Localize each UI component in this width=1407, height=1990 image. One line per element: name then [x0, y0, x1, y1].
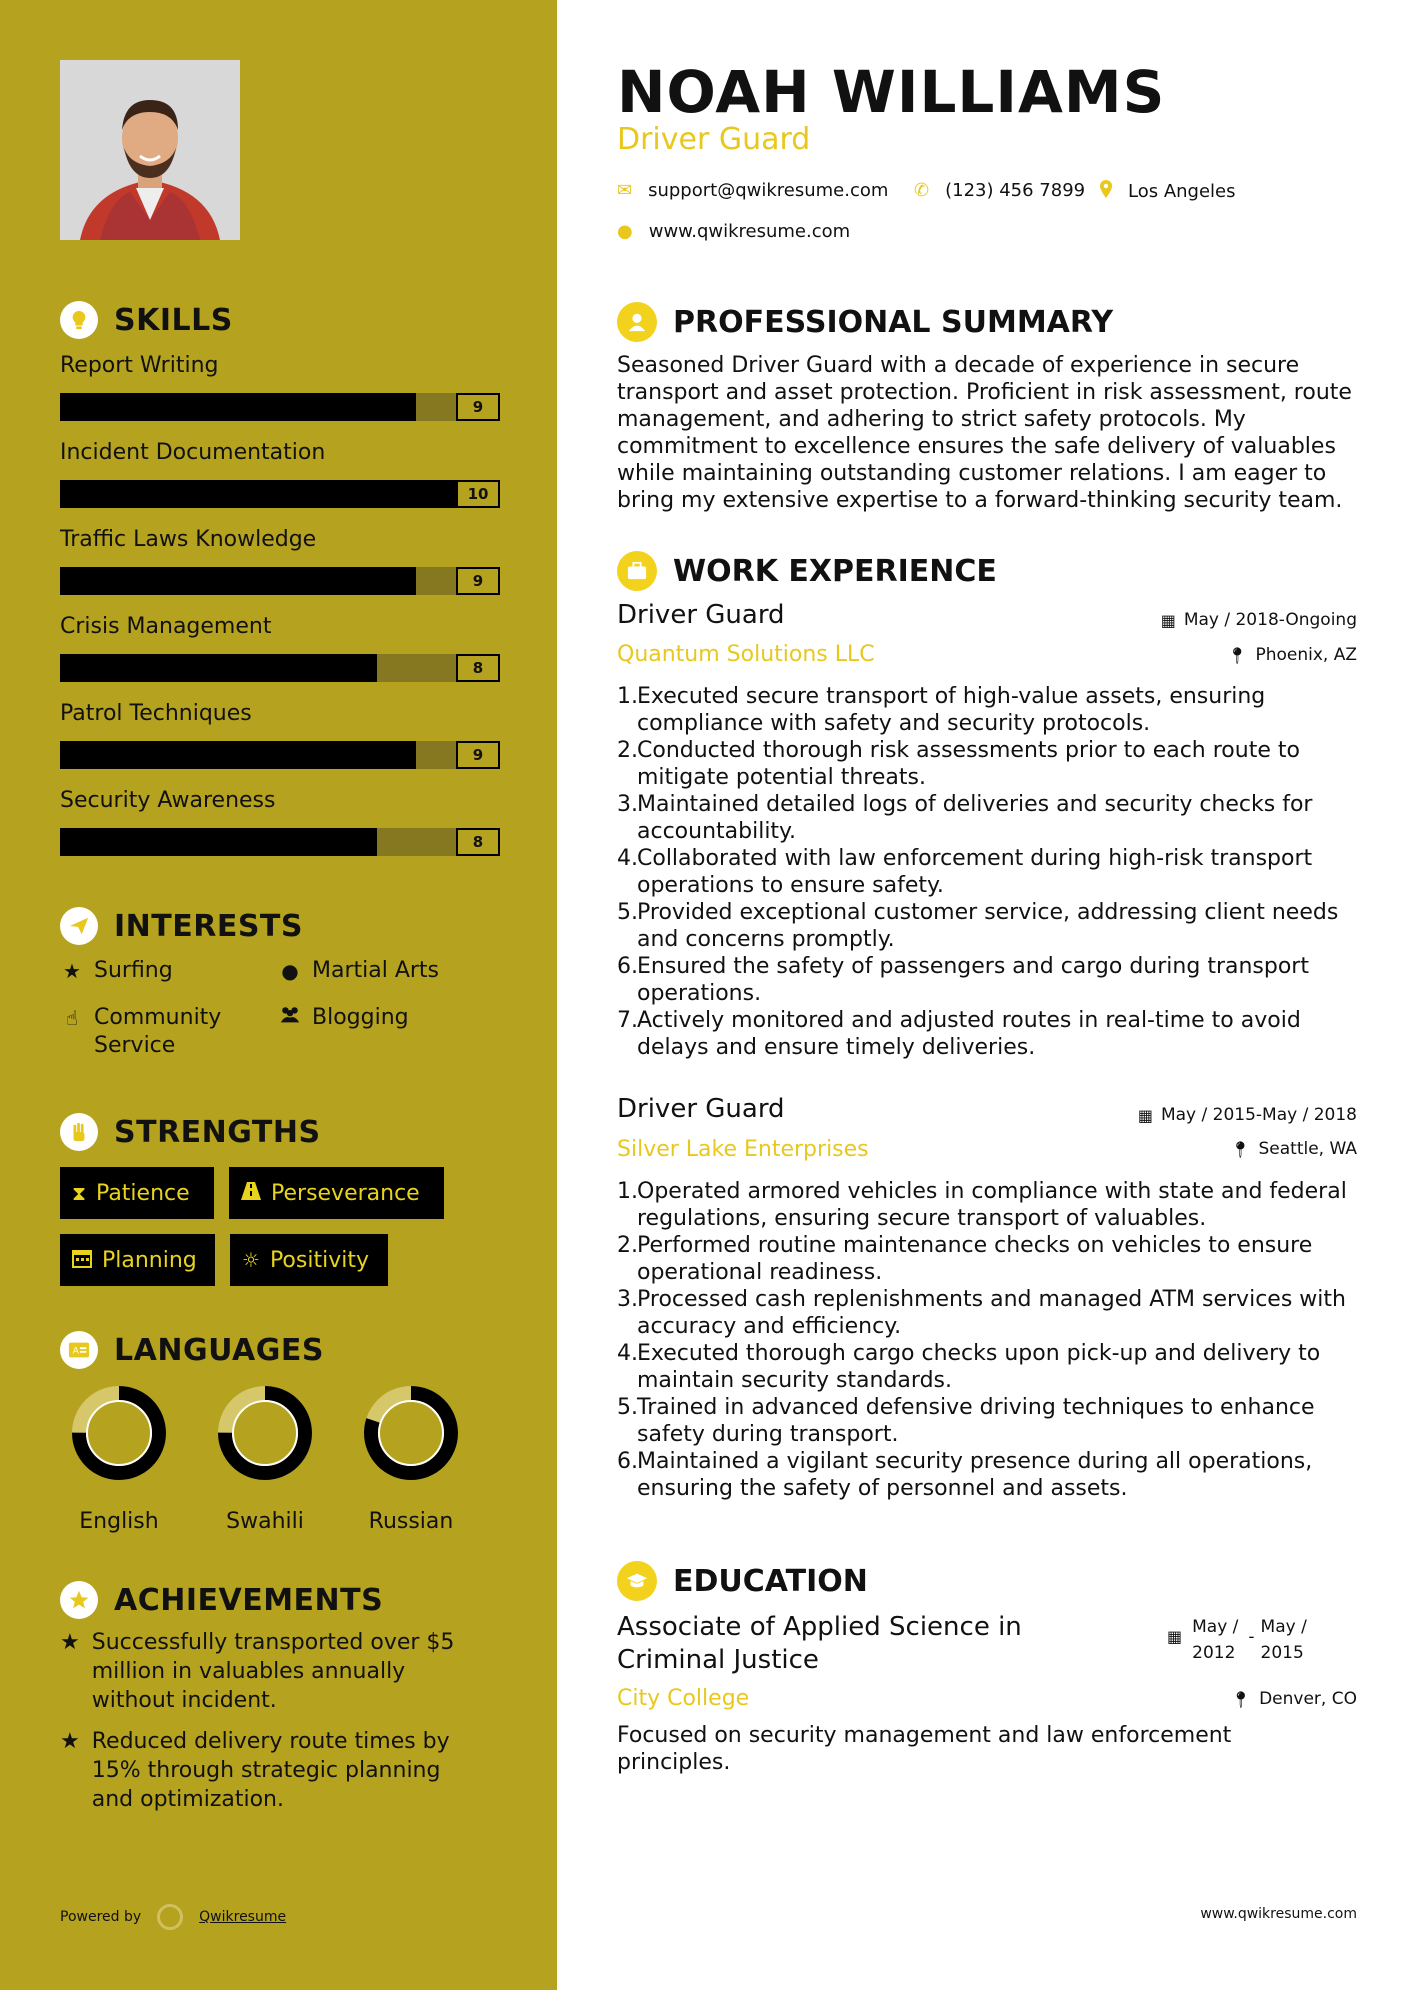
interest-item [60, 957, 173, 985]
road-icon [241, 1181, 261, 1205]
contact-email[interactable] [617, 180, 888, 201]
language-item [59, 1385, 179, 1534]
skill-item [60, 525, 500, 595]
skill-item [60, 438, 500, 508]
duty-item: 3. Maintained detailed logs of deliveries and security checks for accountability. [617, 791, 1357, 845]
skill-score: 8 [456, 654, 500, 682]
interest-item [278, 1004, 409, 1032]
language-name: English [79, 1509, 159, 1534]
duty-text: Maintained a vigilant security presence during all operations, ensuring the safety of personnel and assets. [637, 1449, 1313, 1501]
skill-bar [60, 741, 500, 769]
experience-heading [617, 551, 997, 591]
language-icon [60, 1331, 98, 1369]
duty-text: Maintained detailed logs of deliveries and security checks for accountability. [637, 792, 1313, 844]
duty-item: 3. Processed cash replenishments and managed ATM services with accuracy and efficiency. [617, 1286, 1357, 1340]
strength-label: Perseverance [271, 1180, 420, 1206]
job-location-text: Seattle, WA [1258, 1139, 1357, 1159]
pin-icon: 📍︎ [1227, 645, 1248, 665]
footer-url[interactable]: www.qwikresume.com [1200, 1906, 1357, 1922]
skill-bar [60, 654, 500, 682]
language-item [351, 1385, 471, 1534]
skill-score: 9 [456, 393, 500, 421]
contact-website[interactable] [617, 221, 850, 242]
user-icon [617, 302, 657, 342]
education-school: City College [617, 1686, 750, 1711]
sun-icon: ☼ [242, 1248, 260, 1272]
main-content [557, 0, 1407, 1990]
interest-label: Surfing [94, 958, 173, 983]
job-duties [617, 683, 1357, 1061]
education-dates [1167, 1614, 1307, 1666]
duty-item: 6. Ensured the safety of passengers and cargo during transport operations. [617, 953, 1357, 1007]
skill-score: 10 [456, 480, 500, 508]
shooting-star-icon: ★ [60, 1729, 80, 1754]
duty-text: Collaborated with law enforcement during high-risk transport operations to ensure safety. [637, 846, 1313, 898]
skill-bar-fill [60, 567, 416, 595]
duty-item: 4. Executed thorough cargo checks upon pick-up and delivery to maintain security standards. [617, 1340, 1357, 1394]
interest-label: Blogging [312, 1005, 409, 1030]
education-start-month: May / [1192, 1617, 1239, 1637]
language-ring [363, 1385, 459, 1481]
candidate-role: Driver Guard [617, 122, 811, 157]
job-dates-text: May / 2018-Ongoing [1183, 610, 1357, 630]
education-heading-text: EDUCATION [673, 1563, 868, 1599]
interests-heading [60, 907, 303, 945]
skill-item [60, 786, 500, 856]
achievements-heading-text: ACHIEVEMENTS [114, 1582, 384, 1618]
interest-label-line1: Community [94, 1005, 222, 1030]
duty-text: Executed thorough cargo checks upon pick-up and delivery to maintain security standards. [637, 1341, 1321, 1393]
skill-bar [60, 828, 500, 856]
education-location-text: Denver, CO [1259, 1689, 1357, 1709]
strength-tag [230, 1234, 388, 1286]
education-end-year: 2015 [1260, 1643, 1304, 1663]
skills-heading-text: SKILLS [114, 302, 233, 338]
summary-heading [617, 302, 1113, 342]
qwikresume-link[interactable]: Qwikresume [199, 1909, 287, 1925]
duty-item: 2. Performed routine maintenance checks on vehicles to ensure operational readiness. [617, 1232, 1357, 1286]
education-heading [617, 1561, 868, 1601]
contact-phone[interactable] [914, 180, 1085, 201]
users-icon [278, 1004, 302, 1032]
job-title: Driver Guard [617, 1094, 785, 1124]
hand-icon [60, 1113, 98, 1151]
contact-location [1100, 180, 1236, 203]
phone-icon: ✆ [914, 180, 930, 201]
duty-text: Ensured the safety of passengers and cargo during transport operations. [637, 954, 1309, 1006]
skill-item [60, 612, 500, 682]
paper-plane-icon [60, 907, 98, 945]
strength-tag [60, 1167, 214, 1219]
education-start [1192, 1614, 1238, 1666]
duty-item: 6. Maintained a vigilant security presence during all operations, ensuring the safety of personnel and assets. [617, 1448, 1357, 1502]
star-badge-icon [60, 1581, 98, 1619]
calendar-icon: ▦ [1160, 610, 1176, 630]
achievement-text: Reduced delivery route times by 15% through strategic planning and optimization. [91, 1729, 450, 1812]
achievements-heading [60, 1581, 383, 1619]
language-ring [217, 1385, 313, 1481]
shooting-star-icon: ★ [60, 1630, 80, 1655]
education-end [1261, 1614, 1307, 1666]
skill-bar [60, 480, 500, 508]
svg-text:A: A [72, 1345, 79, 1357]
envelope-icon: ✉ [617, 180, 633, 201]
duty-text: Trained in advanced defensive driving techniques to enhance safety during transport. [637, 1395, 1315, 1447]
duty-text: Actively monitored and adjusted routes in real-time to avoid delays and ensure timely deliveries. [637, 1008, 1301, 1060]
skill-name: Crisis Management [60, 614, 272, 639]
interest-item [60, 1004, 221, 1060]
skill-score: 8 [456, 828, 500, 856]
website-text: www.qwikresume.com [648, 221, 851, 242]
job-dates-text: May / 2015-May / 2018 [1160, 1105, 1357, 1125]
achievement-item [60, 1727, 480, 1814]
education-start-year: 2012 [1192, 1643, 1236, 1663]
skill-name: Report Writing [60, 353, 219, 378]
achievement-item [60, 1628, 480, 1715]
job-dates [1138, 1105, 1357, 1125]
graduation-cap-icon [617, 1561, 657, 1601]
skill-bar-fill [60, 654, 377, 682]
skill-bar [60, 567, 500, 595]
languages-heading-text: LANGUAGES [114, 1332, 324, 1368]
hourglass-icon: ⧗ [72, 1181, 87, 1205]
strength-label: Patience [96, 1180, 190, 1206]
person-photo-icon [60, 60, 240, 240]
skill-bar-fill [60, 741, 416, 769]
education-end-month: May / [1260, 1617, 1307, 1637]
duty-item: 7. Actively monitored and adjusted routes in real-time to avoid delays and ensure timely deliveries. [617, 1007, 1357, 1061]
strength-label: Positivity [269, 1247, 369, 1273]
duty-text: Performed routine maintenance checks on vehicles to ensure operational readiness. [637, 1233, 1313, 1285]
education-description: Focused on security management and law enforcement principles. [617, 1723, 1232, 1775]
duty-text: Processed cash replenishments and managed ATM services with accuracy and efficiency. [637, 1287, 1346, 1339]
strengths-heading-text: STRENGTHS [114, 1114, 321, 1150]
languages-heading [60, 1331, 324, 1369]
language-name: Russian [368, 1509, 454, 1534]
duty-item: 4. Collaborated with law enforcement during high-risk transport operations to ensure safety. [617, 845, 1357, 899]
language-ring [71, 1385, 167, 1481]
skill-item [60, 699, 500, 769]
job-duties [617, 1178, 1357, 1502]
skill-bar-fill [60, 480, 456, 508]
duty-item: 5. Trained in advanced defensive driving techniques to enhance safety during transport. [617, 1394, 1357, 1448]
skill-bar-fill [60, 393, 416, 421]
pin-icon: 📍︎ [1230, 1139, 1251, 1159]
skill-name: Security Awareness [60, 788, 276, 813]
summary-heading-text: PROFESSIONAL SUMMARY [673, 304, 1114, 340]
strengths-heading [60, 1113, 321, 1151]
experience-heading-text: WORK EXPERIENCE [673, 553, 997, 589]
duty-item: 1. Executed secure transport of high-value assets, ensuring compliance with safety and security protocols. [617, 683, 1357, 737]
globe-icon: ● [281, 959, 299, 983]
skill-name: Incident Documentation [60, 440, 326, 465]
calendar-icon [72, 1248, 92, 1273]
duty-item: 2. Conducted thorough risk assessments prior to each route to mitigate potential threats. [617, 737, 1357, 791]
job-location [1227, 645, 1357, 665]
education-location [1231, 1689, 1357, 1709]
strength-tag [229, 1167, 444, 1219]
calendar-icon: ▦ [1137, 1105, 1153, 1125]
powered-by-label: Powered by [60, 1909, 142, 1925]
interest-label: Martial Arts [312, 958, 440, 983]
location-text: Los Angeles [1128, 181, 1236, 202]
skill-item [60, 351, 500, 421]
powered-by [60, 1904, 286, 1930]
pin-icon: 📍︎ [1230, 1689, 1252, 1709]
skill-name: Traffic Laws Knowledge [60, 527, 317, 552]
duty-text: Operated armored vehicles in compliance with state and federal regulations, ensuring secure transport of valuables. [637, 1179, 1347, 1231]
skill-score: 9 [456, 741, 500, 769]
skills-heading [60, 301, 233, 339]
job-company: Silver Lake Enterprises [617, 1137, 869, 1162]
duty-text: Executed secure transport of high-value assets, ensuring compliance with safety and security protocols. [637, 684, 1266, 736]
duty-text: Conducted thorough risk assessments prior to each route to mitigate potential threats. [637, 738, 1300, 790]
job-location [1230, 1139, 1357, 1159]
skill-bar-fill [60, 828, 377, 856]
interest-label-line2: Service [94, 1033, 176, 1058]
email-text: support@qwikresume.com [648, 180, 889, 201]
candidate-name: NOAH WILLIAMS [617, 58, 1166, 126]
sidebar [0, 0, 557, 1990]
interest-label [94, 1004, 221, 1060]
map-pin-icon [1100, 180, 1112, 203]
job-title: Driver Guard [617, 600, 785, 630]
summary-text: Seasoned Driver Guard with a decade of experience in secure transport and asset protection. Proficient in risk assessment, route management, and adhering to strict safety protocols. My commitment to excellence ensures the safe delivery of valuables while maintaining outstanding customer relations. I am eager to bring my extensive expertise to a forward-thinking security team. [617, 353, 1352, 513]
skill-bar [60, 393, 500, 421]
job-location-text: Phoenix, AZ [1255, 645, 1357, 665]
duty-item: 5. Provided exceptional customer service, addressing client needs and concerns promptly. [617, 899, 1357, 953]
job-dates [1161, 610, 1357, 630]
strength-label: Planning [102, 1247, 197, 1273]
job-company: Quantum Solutions LLC [617, 642, 875, 667]
phone-text: (123) 456 7899 [945, 180, 1086, 201]
hand-icon: ☝ [65, 1006, 79, 1030]
duty-item: 1. Operated armored vehicles in compliance with state and federal regulations, ensuring secure transport of valuables. [617, 1178, 1357, 1232]
education-date-separator: - [1248, 1627, 1255, 1647]
education-degree: Associate of Applied Science in Criminal Justice [617, 1612, 1022, 1675]
star-icon: ★ [63, 959, 81, 983]
language-item [205, 1385, 325, 1534]
language-name: Swahili [226, 1509, 304, 1534]
interests-heading-text: INTERESTS [114, 908, 303, 944]
duty-text: Provided exceptional customer service, addressing client needs and concerns promptly. [637, 900, 1339, 952]
calendar-icon: ▦ [1167, 1627, 1183, 1646]
skill-score: 9 [456, 567, 500, 595]
globe-icon: ● [617, 221, 633, 242]
skill-name: Patrol Techniques [60, 701, 252, 726]
lightbulb-icon [60, 301, 98, 339]
achievement-text: Successfully transported over $5 million in valuables annually without incident. [91, 1630, 455, 1713]
interest-item [278, 957, 439, 985]
qwikresume-logo-icon [157, 1904, 183, 1930]
briefcase-icon [617, 551, 657, 591]
profile-photo [60, 60, 240, 240]
strength-tag [60, 1234, 215, 1286]
